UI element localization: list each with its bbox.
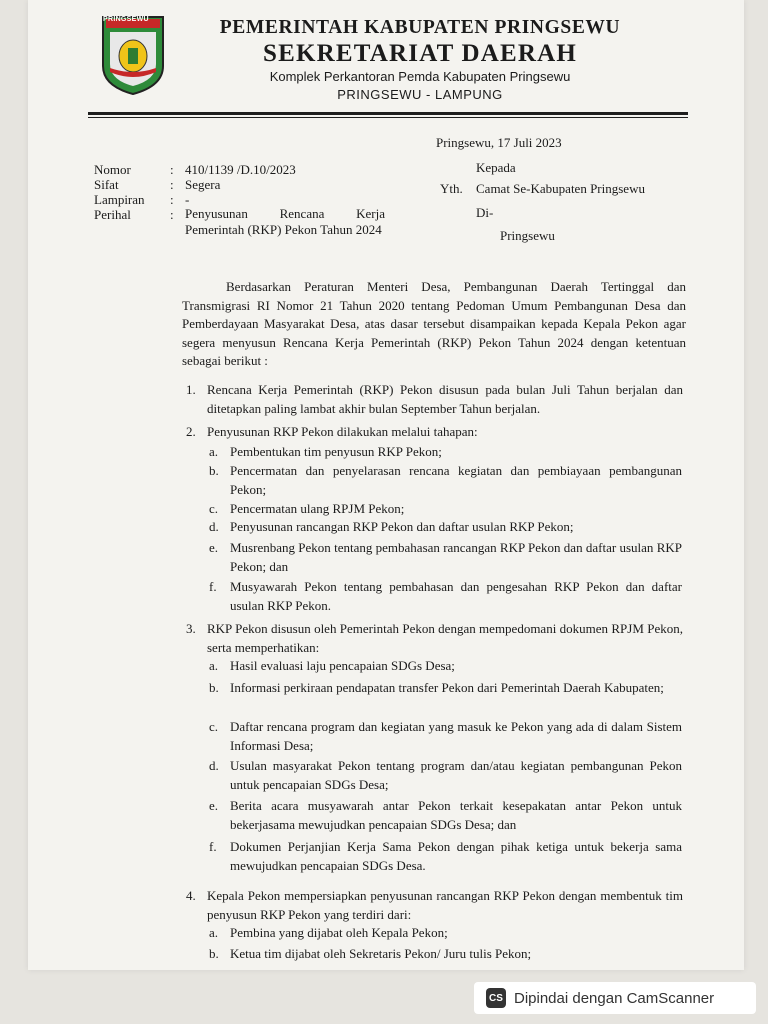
sub-item-letter: b. (209, 463, 219, 478)
sub-item-letter: a. (209, 658, 219, 673)
sub-item-letter: b. (209, 946, 219, 961)
sub-item-letter: f. (209, 839, 217, 854)
camscanner-text: Dipindai dengan CamScanner (514, 989, 715, 1007)
letterhead-office: SEKRETARIAT DAERAH (262, 40, 578, 67)
sub-item: Dokumen Perjanjian Kerja Sama Pekon dengan pihak ketiga untuk bekerja sama mewujudkan pencapaian SDGs Desa. (230, 839, 682, 873)
sub-item: Usulan masyarakat Pekon tentang program dan/atau kegiatan pembangunan Pekon untuk pencapaian SDGs Desa; (230, 758, 682, 792)
recipient-place: Pringsewu (500, 228, 555, 243)
list-item: Penyusunan RKP Pekon dilakukan melalui tahapan: (207, 424, 478, 439)
sub-item-letter: e. (209, 540, 219, 555)
sub-item: Penyusunan rancangan RKP Pekon dan daftar usulan RKP Pekon; (230, 519, 574, 534)
perihal-label: Perihal (94, 207, 131, 222)
perihal-value: Penyusunan Rencana Kerja Pemerintah (RKP) Pekon Tahun 2024 (185, 206, 385, 237)
sub-item-letter: c. (209, 719, 219, 734)
item-number: 4. (186, 888, 196, 903)
recipient-yth: Yth. (440, 181, 463, 196)
sub-item: Informasi perkiraan pendapatan transfer Pekon dari Pemerintah Daerah Kabupaten; (230, 680, 664, 695)
nomor-value: 410/1139 /D.10/2023 (185, 162, 296, 177)
sub-item: Hasil evaluasi laju pencapaian SDGs Desa; (230, 658, 455, 673)
sub-item: Pembina yang dijabat oleh Kepala Pekon; (230, 925, 448, 940)
lampiran-label: Lampiran (94, 192, 145, 207)
sub-item: Musyawarah Pekon tentang pembahasan dan pengesahan RKP Pekon dan daftar usulan RKP Pekon. (230, 579, 682, 613)
sub-item-letter: d. (209, 758, 219, 773)
letterhead-address: Komplek Perkantoran Pemda Kabupaten Pringsewu (269, 69, 571, 84)
recipient-di: Di- (476, 205, 494, 220)
sub-item-letter: c. (209, 501, 219, 516)
recipient-kepada: Kepada (476, 160, 516, 175)
sub-item: Daftar rencana program dan kegiatan yang masuk ke Pekon yang ada di dalam Sistem Informasi Desa; (230, 719, 682, 753)
logo-text: PRINGSEWU (103, 16, 149, 23)
item-number: 3. (186, 621, 196, 636)
lampiran-value: - (185, 192, 190, 207)
sub-item: Pencermatan dan penyelarasan rencana kegiatan dan pembiayaan pembangunan Pekon; (230, 463, 682, 497)
pringsewu-emblem-logo (100, 14, 166, 96)
nomor-label: Nomor (94, 162, 131, 177)
sifat-colon: : (170, 177, 174, 192)
sub-item: Pencermatan ulang RPJM Pekon; (230, 501, 405, 516)
letterhead-government: PEMERINTAH KABUPATEN PRINGSEWU (219, 17, 621, 38)
sub-item-letter: e. (209, 798, 219, 813)
sifat-value: Segera (185, 177, 221, 192)
sifat-label: Sifat (94, 177, 119, 192)
camscanner-icon: CS (486, 988, 506, 1008)
list-item: RKP Pekon disusun oleh Pemerintah Pekon dengan mempedomani dokumen RPJM Pekon, serta memperhatikan: (207, 621, 683, 655)
letterhead-thin-rule (88, 117, 688, 118)
nomor-colon: : (170, 162, 174, 177)
lampiran-colon: : (170, 192, 174, 207)
list-item: Rencana Kerja Pemerintah (RKP) Pekon disusun pada bulan Juli Tahun berjalan dan ditetapkan paling lambat akhir bulan September Tahun berjalan. (207, 382, 683, 416)
sub-item-letter: b. (209, 680, 219, 695)
item-number: 2. (186, 424, 196, 439)
letterhead (180, 16, 660, 103)
sub-item-letter: a. (209, 925, 219, 940)
recipient-name: Camat Se-Kabupaten Pringsewu (476, 181, 645, 196)
sub-item: Ketua tim dijabat oleh Sekretaris Pekon/ Juru tulis Pekon; (230, 946, 532, 961)
letterhead-city: PRINGSEWU - LAMPUNG (337, 87, 503, 102)
list-item: Kepala Pekon mempersiapkan penyusunan rancangan RKP Pekon dengan membentuk tim penyusun RKP Pekon yang terdiri dari: (207, 888, 683, 922)
sub-item-letter: a. (209, 444, 219, 459)
camscanner-watermark (474, 982, 756, 1014)
sub-item: Pembentukan tim penyusun RKP Pekon; (230, 444, 442, 459)
sub-item: Musrenbang Pekon tentang pembahasan rancangan RKP Pekon dan daftar usulan RKP Pekon; dan (230, 540, 682, 574)
letterhead-thick-rule (88, 112, 688, 115)
perihal-colon: : (170, 207, 174, 222)
sub-item-letter: d. (209, 519, 219, 534)
intro-paragraph: Berdasarkan Peraturan Menteri Desa, Pembangunan Daerah Tertinggal dan Transmigrasi RI Nomor 21 Tahun 2020 tentang Pedoman Umum Pembangunan Desa dan Pemberdayaan Masyarakat Desa, atas dasar tersebut disampaikan kepada Kepala Pekon agar segera menyusun Rencana Kerja Pemerintah (RKP) Pekon Tahun 2024 dengan ketentuan sebagai berikut : (182, 279, 686, 368)
letter-date: Pringsewu, 17 Juli 2023 (436, 135, 562, 150)
sub-item-letter: f. (209, 579, 217, 594)
item-number: 1. (186, 382, 196, 397)
sub-item: Berita acara musyawarah antar Pekon terkait kesepakatan antar Pekon untuk bekerjasama mewujudkan pencapaian SDGs Desa; dan (230, 798, 682, 832)
